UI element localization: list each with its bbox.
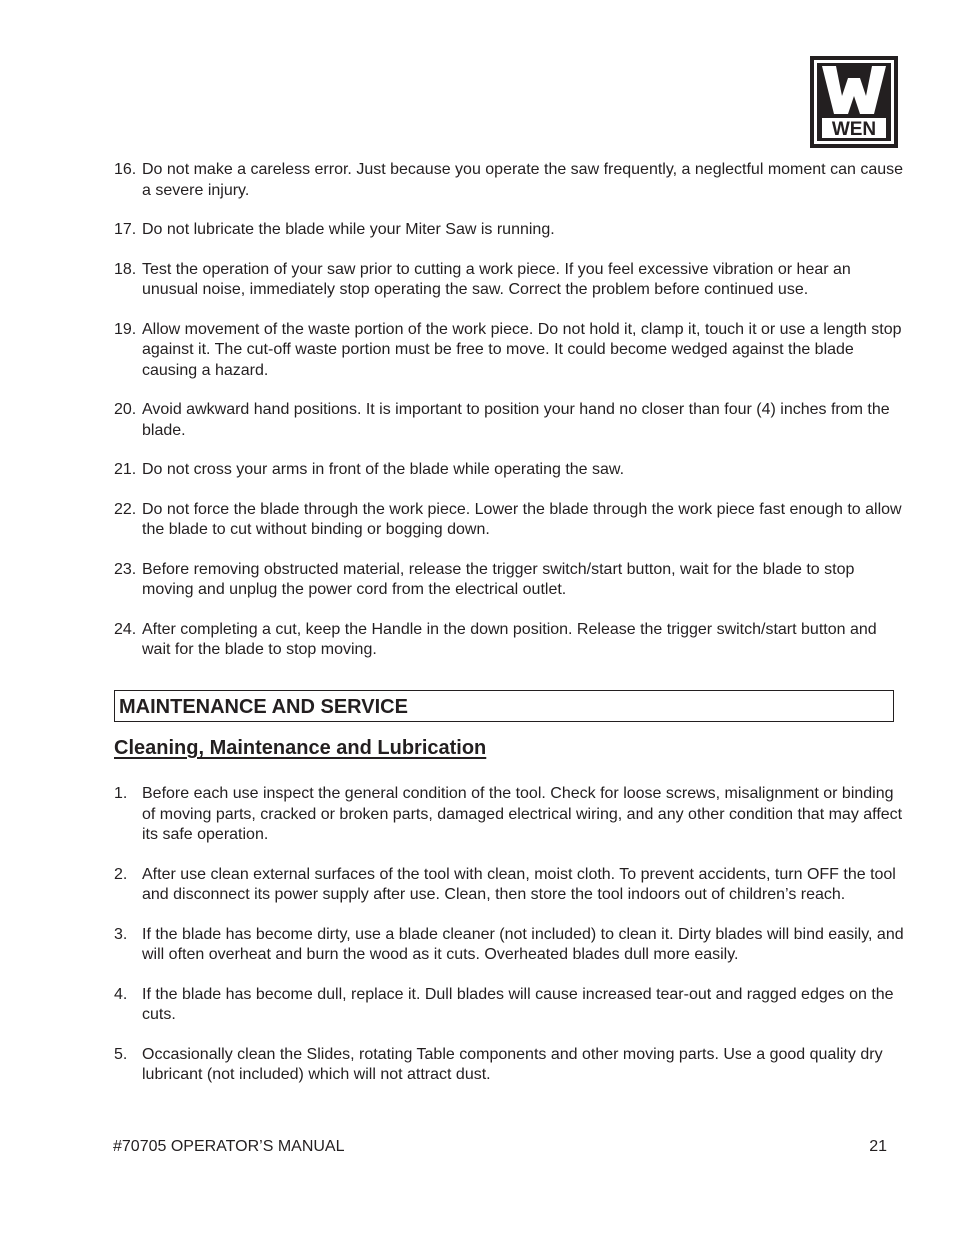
list-item: 19. Allow movement of the waste portion of the work piece. Do not hold it, clamp it, touch it or use a length stop against it. The cut-off waste portion must be free to move. It could become wedged against the blade causing a hazard.: [114, 320, 902, 379]
list-item: 17. Do not lubricate the blade while your Miter Saw is running.: [114, 221, 555, 238]
maintenance-list: [114, 784, 904, 1105]
list-item: 18. Test the operation of your saw prior to cutting a work piece. If you feel excessive vibration or hear an unusual noise, immediately stop operating the saw. Correct the problem before continued use.: [114, 260, 851, 298]
page-number: 21: [869, 1138, 887, 1155]
wen-logo: [810, 56, 898, 148]
list-item: 3. If the blade has become dirty, use a blade cleaner (not included) to clean it. Dirty blades will bind easily, and will often overheat and burn the wood as it cuts. Overheated blades dull more easily.: [114, 925, 904, 963]
list-item: 22. Do not force the blade through the work piece. Lower the blade through the work piece fast enough to allow the blade to cut without binding or bogging down.: [114, 500, 902, 538]
list-item: 2. After use clean external surfaces of the tool with clean, moist cloth. To prevent accidents, turn OFF the tool and disconnect its power supply after use. Clean, then store the tool indoors out of children’s reach.: [114, 865, 896, 903]
list-item: 24. After completing a cut, keep the Handle in the down position. Release the trigger switch/start button and wait for the blade to stop moving.: [114, 620, 877, 658]
section-heading: [114, 690, 894, 722]
list-item: 23. Before removing obstructed material, release the trigger switch/start button, wait for the blade to stop moving and unplug the power cord from the electrical outlet.: [114, 560, 855, 598]
footer-manual-title: #70705 OPERATOR’S MANUAL: [113, 1138, 345, 1155]
list-item: 20. Avoid awkward hand positions. It is important to position your hand no closer than four (4) inches from the blade.: [114, 401, 890, 439]
list-item: 4. If the blade has become dull, replace it. Dull blades will cause increased tear-out and ragged edges on the cuts.: [114, 985, 894, 1023]
svg-text:WEN: WEN: [831, 119, 877, 140]
list-item: 1. Before each use inspect the general condition of the tool. Check for loose screws, misalignment or binding of moving parts, cracked or broken parts, damaged electrical wiring, and any other condition that may affect its safe operation.: [114, 785, 903, 843]
list-item: 5. Occasionally clean the Slides, rotating Table components and other moving parts. Use a good quality dry lubricant (not included) which will not attract dust.: [114, 1045, 883, 1083]
subheading: Cleaning, Maintenance and Lubrication: [114, 737, 487, 759]
list-item: 21. Do not cross your arms in front of the blade while operating the saw.: [114, 461, 625, 478]
section-title: MAINTENANCE AND SERVICE: [119, 696, 408, 718]
list-item: 16. Do not make a careless error. Just because you operate the saw frequently, a neglectful moment can cause a severe injury.: [114, 161, 904, 199]
safety-rules-list: [114, 160, 904, 680]
